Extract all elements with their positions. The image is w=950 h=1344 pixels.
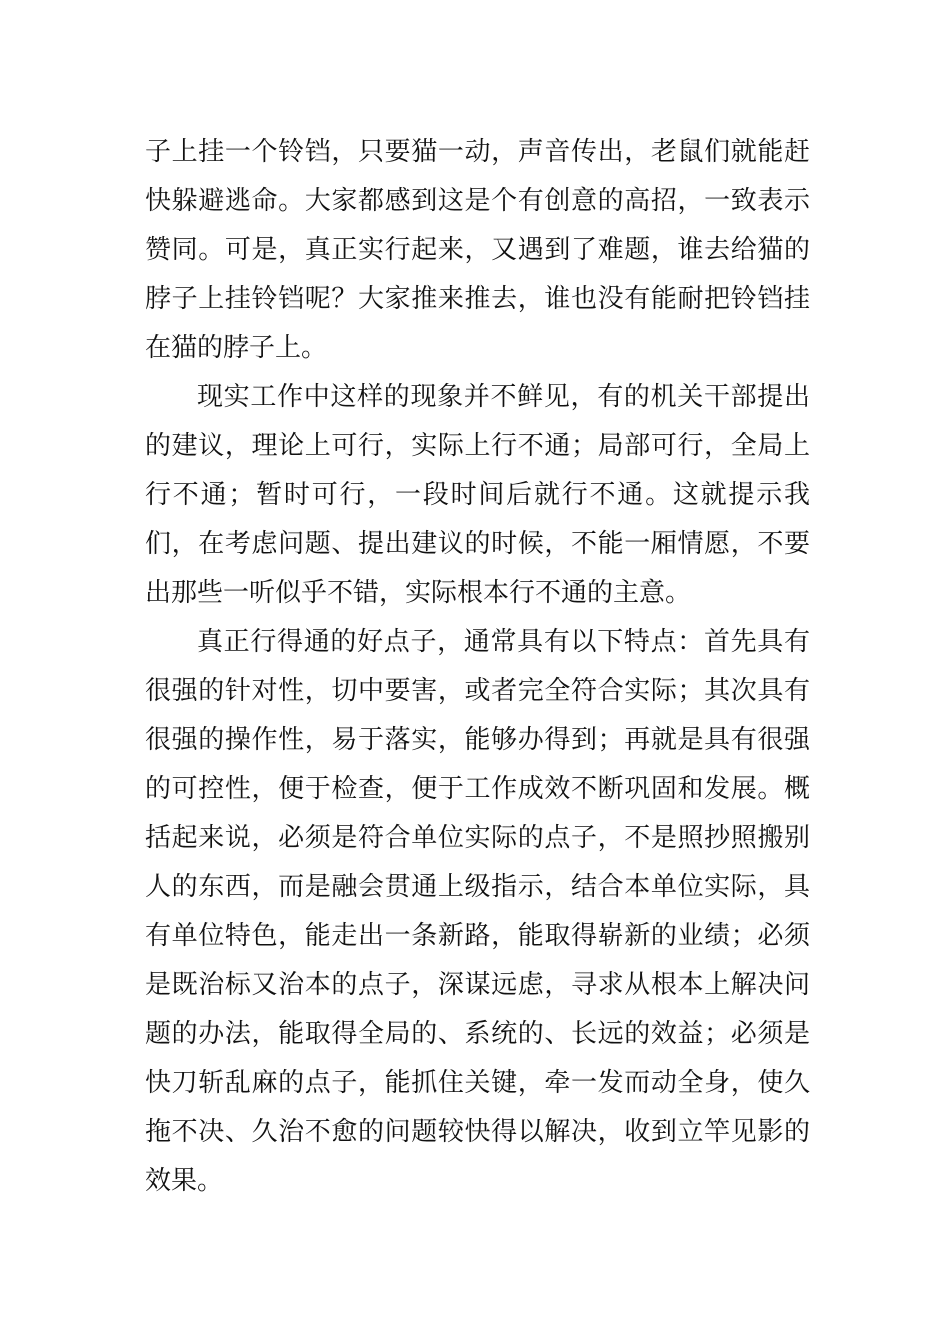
document-body — [145, 128, 810, 1206]
paragraph-3: 真正行得通的好点子，通常具有以下特点：首先具有很强的针对性，切中要害，或者完全符合实际；其次具有很强的操作性，易于落实，能够办得到；再就是具有很强的可控性，便于检查，便于工作成效不断巩固和发展。概括起来说，必须是符合单位实际的点子，不是照抄照搬别人的东西，而是融会贯通上级指示，结合本单位实际，具有单位特色，能走出一条新路，能取得崭新的业绩；必须是既治标又治本的点子，深谋远虑，寻求从根本上解决问题的办法，能取得全局的、系统的、长远的效益；必须是快刀斩乱麻的点子，能抓住关键，牵一发而动全身，使久拖不决、久治不愈的问题较快得以解决，收到立竿见影的效果。 — [145, 627, 810, 1196]
paragraph-2: 现实工作中这样的现象并不鲜见，有的机关干部提出的建议，理论上可行，实际上行不通；局部可行，全局上行不通；暂时可行，一段时间后就行不通。这就提示我们，在考虑问题、提出建议的时候，不能一厢情愿，不要出那些一听似乎不错，实际根本行不通的主意。 — [145, 382, 810, 608]
paragraph-1: 子上挂一个铃铛，只要猫一动，声音传出，老鼠们就能赶快躲避逃命。大家都感到这是个有创意的高招，一致表示赞同。可是，真正实行起来，又遇到了难题，谁去给猫的脖子上挂铃铛呢？大家推来推去，谁也没有能耐把铃铛挂在猫的脖子上。 — [145, 137, 810, 363]
